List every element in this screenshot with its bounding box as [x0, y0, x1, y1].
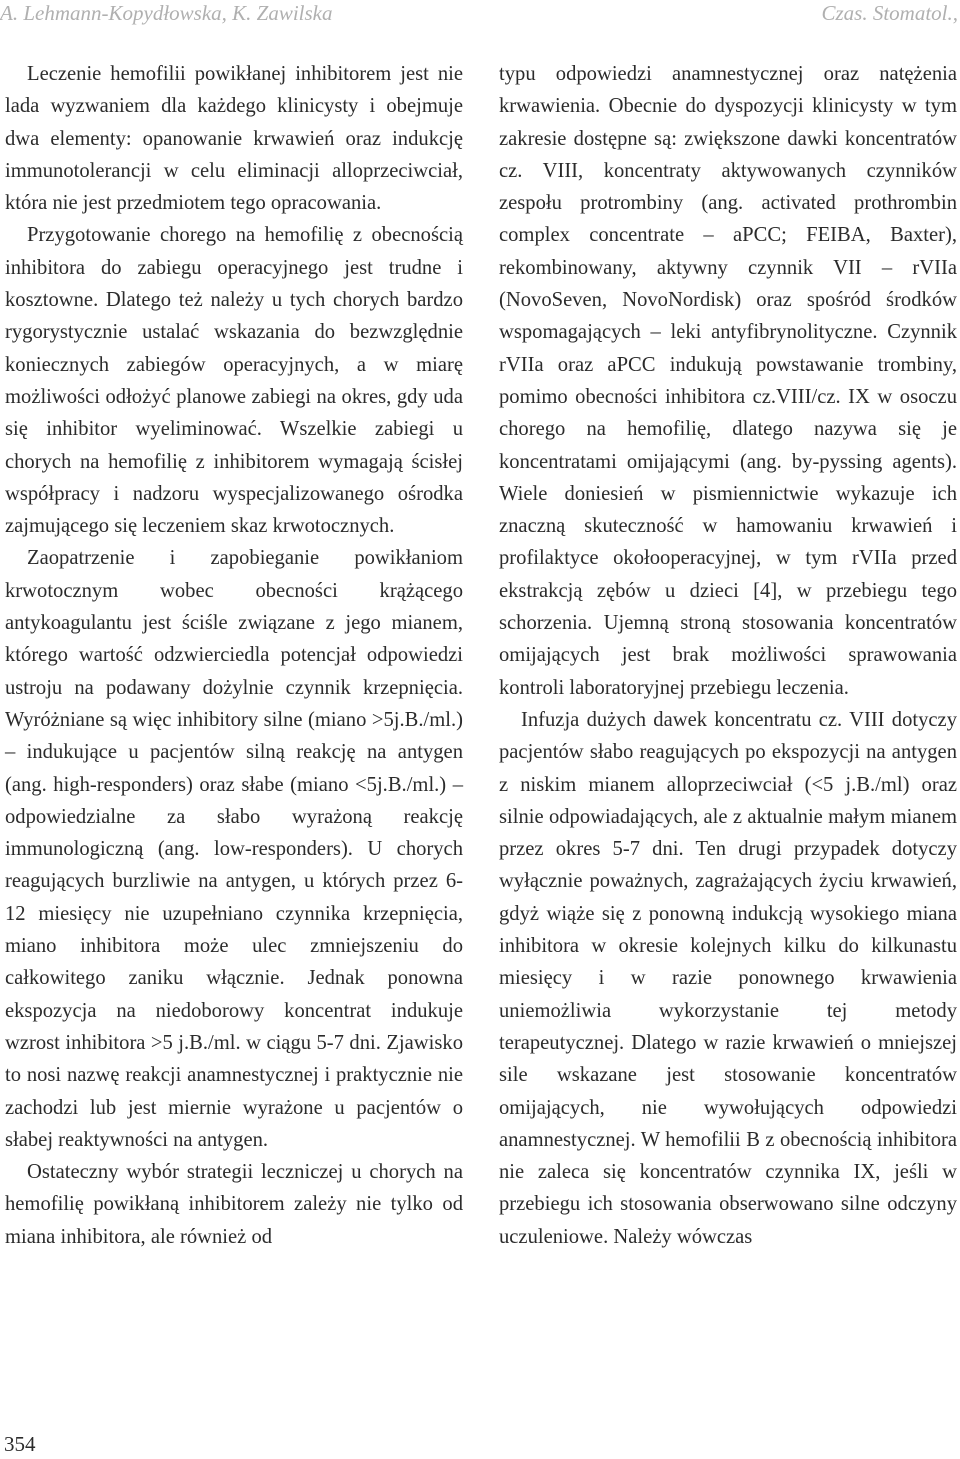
- left-paragraph-3: Zaopatrzenie i zapobieganie powikłaniom krwotocznym wobec obecności krążącego antykoagulantu jest ściśle związane z jego mianem, którego wartość odzwierciedla potencjał odpowiedzi ustroju na podawany dożylnie czynnik krzepnięcia. Wyróżniane są więc inhibitory silne (miano >5j.B./ml.) – indukujące u pacjentów silną reakcję na antygen (ang. high-responders) oraz słabe (miano <5j.B./ml.) – odpowiedzialne za słabo wyrażoną reakcję immunologiczną (ang. low-responders). U chorych reagujących burzliwie na antygen, u których przez 6-12 miesięcy nie uzupełniano czynnika krzepnięcia, miano inhibitora może ulec zmniejszeniu do całkowitego zaniku włącznie. Jednak ponowna ekspozycja na niedoborowy koncentrat indukuje wzrost inhibitora >5 j.B./ml. w ciągu 5-7 dni. Zjawisko to nosi nazwę reakcji anamnestycznej i praktycznie nie zachodzi lub jest miernie wyrażone u pacjentów o słabej reaktywności na antygen.: [5, 547, 463, 1151]
- running-header-journal: Czas. Stomatol.,: [821, 1, 958, 25]
- right-paragraph-1: typu odpowiedzi anamnestycznej oraz natężenia krwawienia. Obecnie do dyspozycji klinicysty w tym zakresie dostępne są: zwiększone dawki koncentratów cz. VIII, koncentraty aktywowanych czynników zespołu protrombiny (ang. activated prothrombin complex concentrate – aPCC; FEIBA, Baxter), rekombinowany, aktywny czynnik VII – rVIIa (NovoSeven, NovoNordisk) oraz spośród środków wspomagających – leki antyfibrynolityczne. Czynnik rVIIa oraz aPCC indukują powstawanie trombiny, pomimo obecności inhibitora cz.VIII/cz. IX w osoczu chorego na hemofilię, dlatego nazywa się je koncentratami omijającymi (ang. by-pyssing agents). Wiele doniesień w pismiennictwie wykazuje ich znaczną skuteczność w hamowaniu krwawień i profilaktyce okołooperacyjnej, w tym rVIIa przed ekstrakcją zębów u dzieci [4], w przebiegu tego schorzenia. Ujemną stroną stosowania koncentratów omijających jest brak możliwości sprawowania kontroli laboratoryjnej przebiegu leczenia.: [499, 63, 957, 699]
- running-header-authors: A. Lehmann-Kopydłowska, K. Zawilska: [0, 1, 333, 25]
- left-paragraph-2: Przygotowanie chorego na hemofilię z obecnością inhibitora do zabiegu operacyjnego jest trudne i kosztowne. Dlatego też należy u tych chorych bardzo rygorystycznie ustalać wskazania do bezwzględnie koniecznych zabiegów operacyjnych, a w miarę możliwości odłożyć planowe zabiegi na okres, gdy uda się inhibitor wyeliminować. Wszelkie zabiegi u chorych na hemofilię z inhibitorem wymagają ścisłej współpracy i nadzoru wyspecjalizowanego ośrodka zajmującego się leczeniem skaz krwotocznych.: [5, 224, 463, 538]
- left-paragraph-4: Ostateczny wybór strategii leczniczej u chorych na hemofilię powikłaną inhibitorem zależy nie tylko od miana inhibitora, ale również od: [5, 1161, 463, 1248]
- right-column: [499, 58, 957, 1253]
- left-column: [5, 58, 463, 1253]
- running-header: [0, 0, 960, 30]
- page-number: 354: [4, 1432, 36, 1456]
- right-paragraph-2: Infuzja dużych dawek koncentratu cz. VIII dotyczy pacjentów słabo reagujących po ekspozycji na antygen z niskim mianem alloprzeciwciał (<5 j.B./ml) oraz silnie odpowiadających, ale z aktualnie małym mianem przez okres 5-7 dni. Ten drugi przypadek dotyczy wyłącznie poważnych, zagrażających życiu krwawień, gdyż wiąże się z ponowną indukcją wysokiego miana inhibitora w okresie kolejnych kilku do kilkunastu miesięcy i w razie ponownego krwawienia uniemożliwia wykorzystanie tej metody terapeutycznej. Dlatego w razie krwawień o mniejszej sile wskazane jest stosowanie koncentratów omijających, nie wywołujących odpowiedzi anamnestycznej. W hemofilii B z obecnością inhibitora nie zaleca się koncentratów czynnika IX, jeśli w przebiegu ich stosowania obserwowano silne odczyny uczuleniowe. Należy wówczas: [499, 708, 957, 1248]
- left-paragraph-1: Leczenie hemofilii powikłanej inhibitorem jest nie lada wyzwaniem dla każdego klinicysty i obejmuje dwa elementy: opanowanie krwawień oraz indukcję immunotolerancji w celu eliminacji alloprzeciwciał, która nie jest przedmiotem tego opracowania.: [5, 63, 463, 215]
